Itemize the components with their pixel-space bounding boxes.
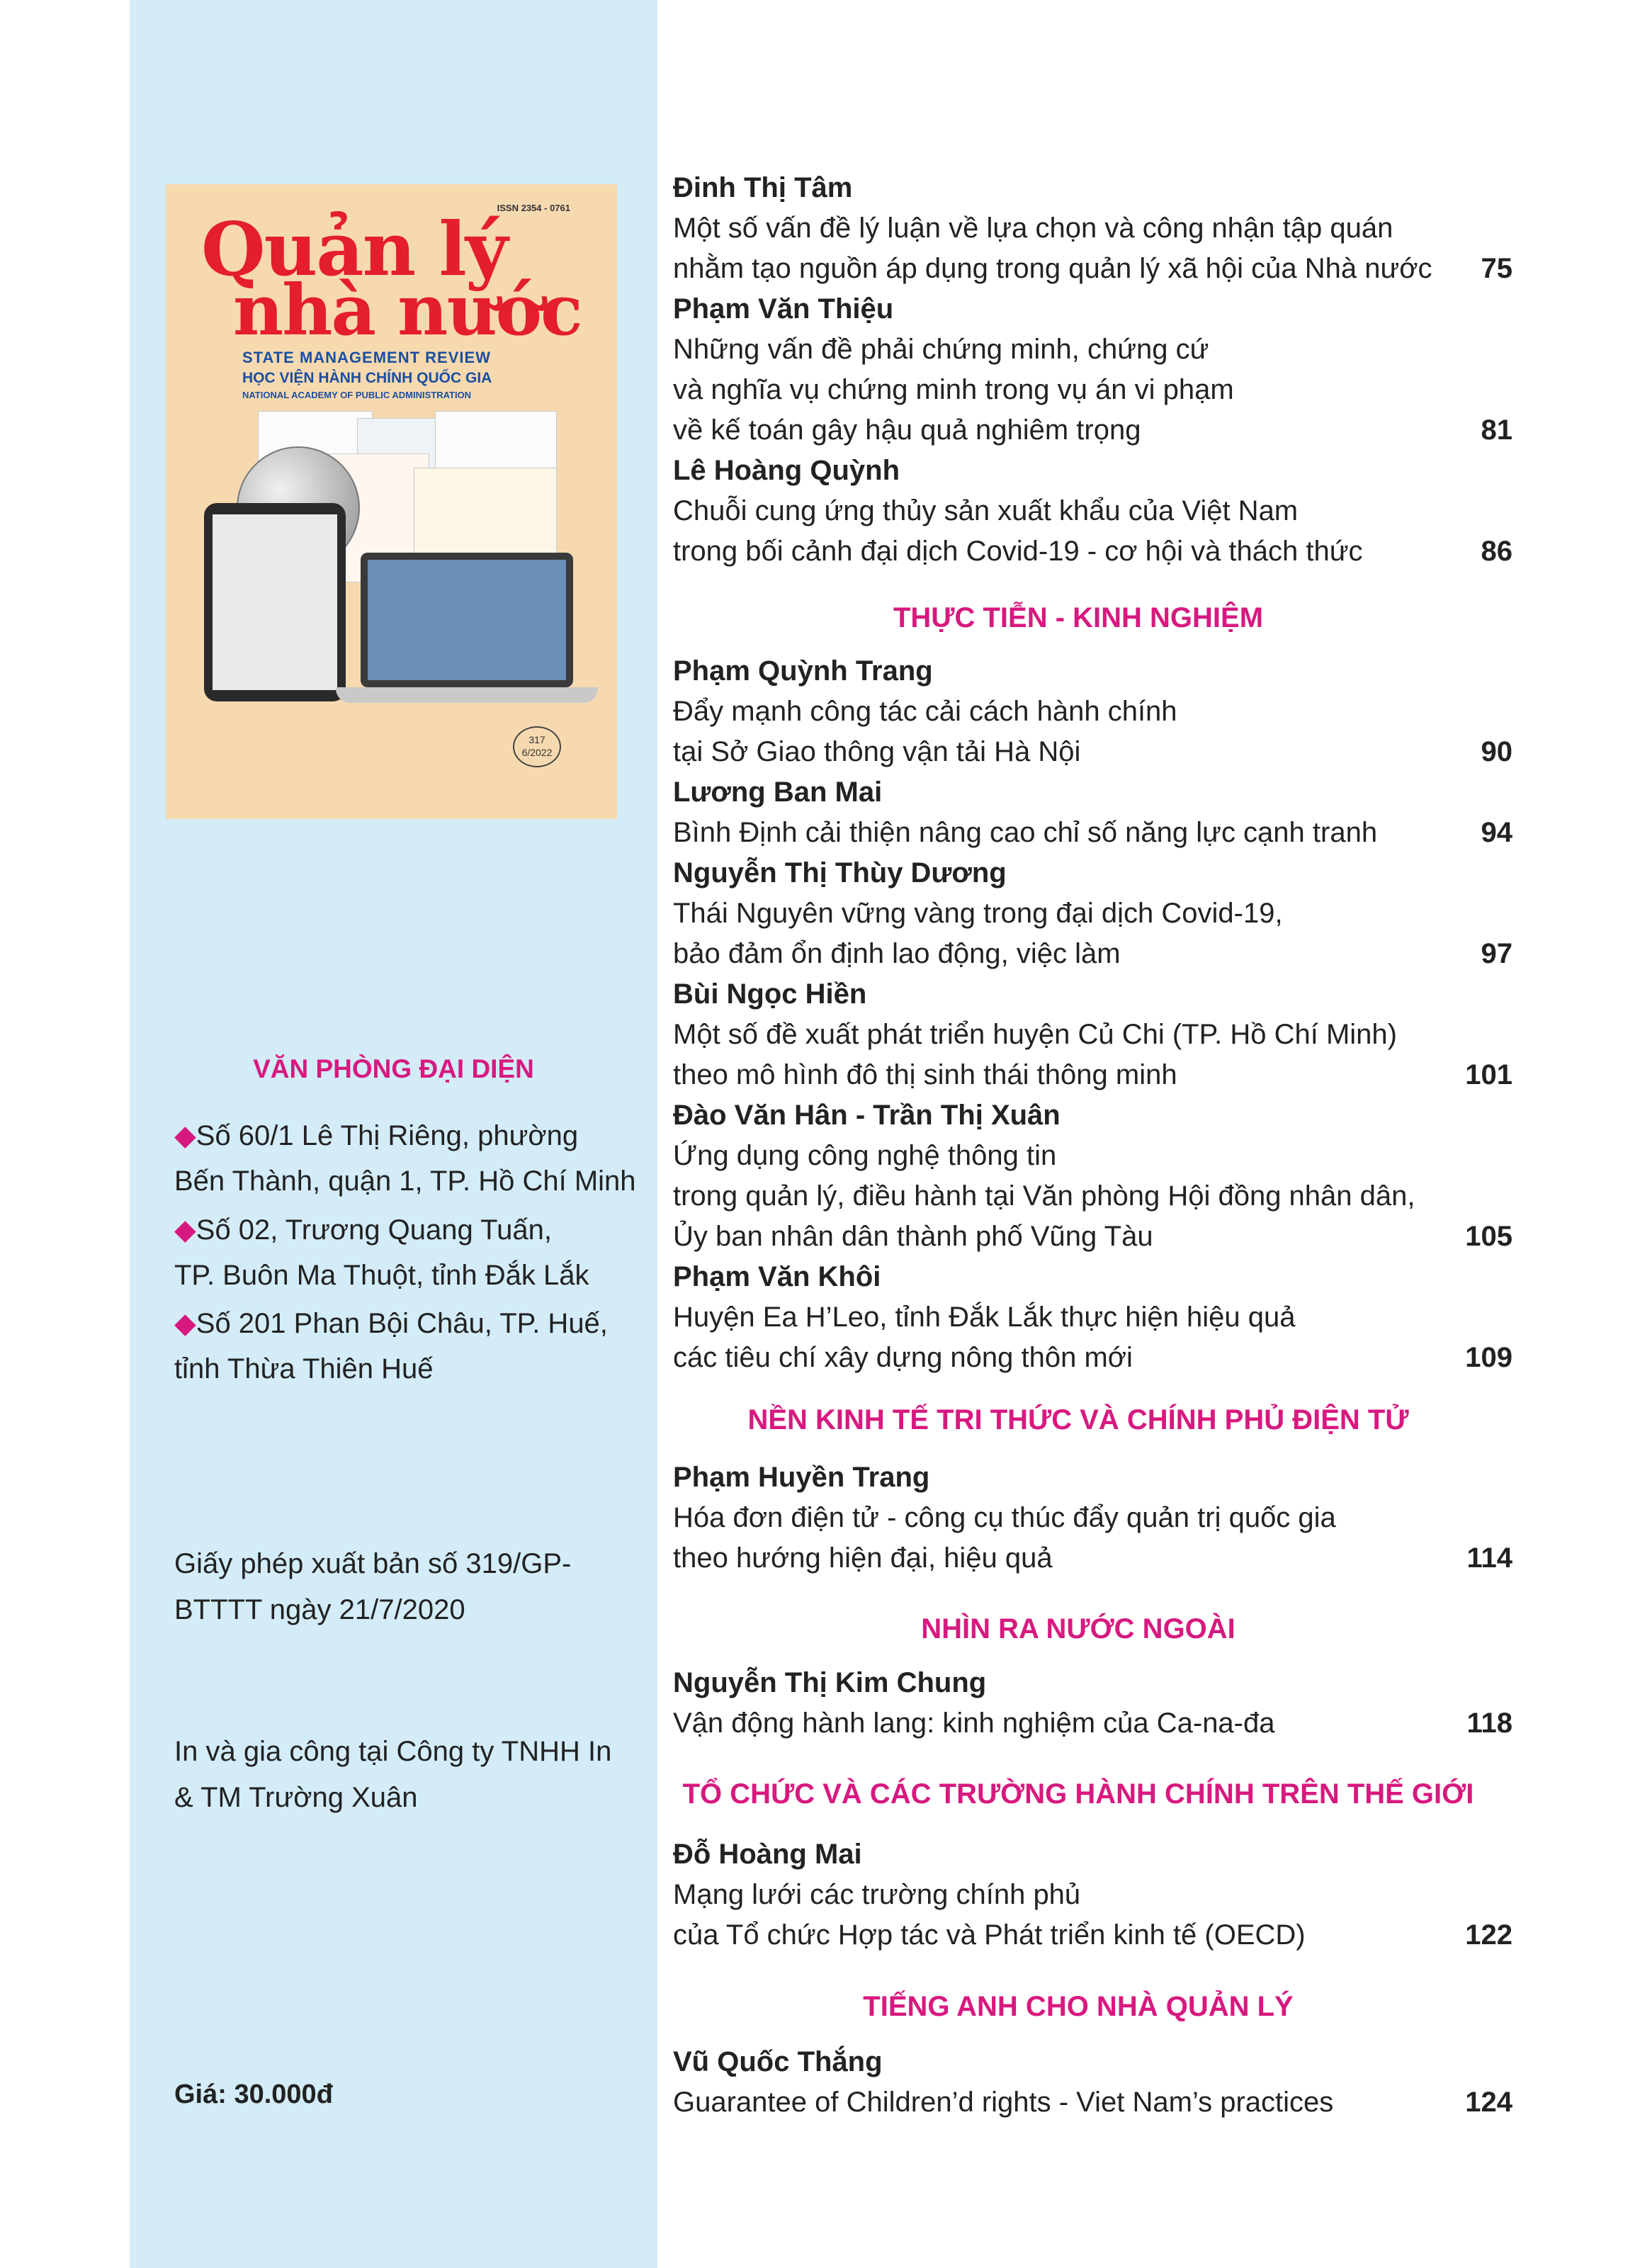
section-heading: TIẾNG ANH CHO NHÀ QUẢN LÝ: [863, 1991, 1294, 2022]
license-line: Giấy phép xuất bản số 319/GP-: [174, 1548, 572, 1579]
toc-author: Lương Ban Mai: [673, 777, 883, 808]
toc-author: Phạm Văn Khôi: [673, 1261, 881, 1292]
toc-page-number: 94: [1481, 817, 1512, 848]
toc-author: Bùi Ngọc Hiền: [673, 978, 867, 1010]
toc-title-line: theo mô hình đô thị sinh thái thông minh: [673, 1059, 1177, 1090]
office-line: ◆Số 201 Phan Bội Châu, TP. Huế,: [174, 1308, 608, 1339]
toc-page-number: 86: [1481, 536, 1512, 567]
laptop-base: [336, 687, 598, 703]
toc-page-number: 101: [1465, 1059, 1512, 1090]
toc-title-line: Hóa đơn điện tử - công cụ thúc đẩy quản trị quốc gia: [673, 1502, 1336, 1533]
toc-author: Phạm Quỳnh Trang: [673, 655, 933, 687]
license-line: BTTTT ngày 21/7/2020: [174, 1594, 465, 1625]
cover-subtitle: STATE MANAGEMENT REVIEW: [242, 349, 491, 366]
cover-academy-en: NATIONAL ACADEMY OF PUBLIC ADMINISTRATION: [242, 390, 472, 400]
toc-title-line: Bình Định cải thiện nâng cao chỉ số năng lực cạnh tranh: [673, 817, 1378, 848]
toc-page-number: 75: [1481, 253, 1512, 284]
cover-title-line2: nhà nước: [233, 270, 582, 351]
diamond-icon: ◆: [174, 1214, 196, 1246]
price: Giá: 30.000đ: [174, 2080, 333, 2109]
office-line: tỉnh Thừa Thiên Huế: [174, 1353, 434, 1384]
toc-title-line: theo hướng hiện đại, hiệu quả: [673, 1542, 1053, 1574]
toc-title-line: Guarantee of Children’d rights - Viet Nam’s practices: [673, 2087, 1334, 2118]
toc-author: Đỗ Hoàng Mai: [673, 1839, 862, 1870]
toc-title-line: Một số đề xuất phát triển huyện Củ Chi (TP. Hồ Chí Minh): [673, 1019, 1397, 1050]
section-heading: NHÌN RA NƯỚC NGOÀI: [921, 1613, 1235, 1644]
toc-title-line: về kế toán gây hậu quả nghiêm trọng: [673, 414, 1141, 446]
toc-page-number: 109: [1465, 1342, 1512, 1373]
toc-title-line: tại Sở Giao thông vận tải Hà Nội: [673, 736, 1081, 767]
toc-title-line: trong quản lý, điều hành tại Văn phòng Hội đồng nhân dân,: [673, 1180, 1415, 1212]
toc-author: Nguyễn Thị Thùy Dương: [673, 857, 1007, 888]
office-title: VĂN PHÒNG ĐẠI DIỆN: [253, 1054, 534, 1083]
toc-author: Nguyễn Thị Kim Chung: [673, 1667, 987, 1698]
toc-title-line: các tiêu chí xây dựng nông thôn mới: [673, 1342, 1133, 1373]
toc-title-line: nhằm tạo nguồn áp dụng trong quản lý xã hội của Nhà nước: [673, 253, 1432, 284]
cover-title-line1: Quản lý: [201, 205, 507, 293]
toc-page-number: 97: [1481, 938, 1512, 969]
toc-page-number: 122: [1465, 1919, 1512, 1951]
toc-page-number: 118: [1466, 1708, 1512, 1739]
toc-author: Đinh Thị Tâm: [673, 172, 853, 203]
toc-title-line: và nghĩa vụ chứng minh trong vụ án vi phạm: [673, 374, 1234, 405]
toc-author: Lê Hoàng Quỳnh: [673, 455, 900, 486]
cover-issue-date: 6/2022: [521, 747, 553, 758]
toc-title-line: Thái Nguyên vững vàng trong đại dịch Covid-19,: [673, 898, 1283, 929]
toc-author: Vũ Quốc Thắng: [673, 2046, 883, 2077]
toc-title-line: Huyện Ea H’Leo, tỉnh Đắk Lắk thực hiện hiệu quả: [673, 1302, 1296, 1333]
toc-page-number: 81: [1481, 414, 1512, 446]
toc-author: Đào Văn Hân - Trần Thị Xuân: [673, 1100, 1061, 1131]
toc-title-line: bảo đảm ổn định lao động, việc làm: [673, 938, 1121, 969]
toc-title-line: Một số vấn đề lý luận về lựa chọn và công nhận tập quán: [673, 213, 1393, 244]
toc-title-line: Những vấn đề phải chứng minh, chứng cứ: [673, 334, 1209, 365]
section-heading: TỔ CHỨC VÀ CÁC TRƯỜNG HÀNH CHÍNH TRÊN THẾ GIỚI: [682, 1778, 1474, 1810]
toc-title-line: Mạng lưới các trường chính phủ: [673, 1879, 1081, 1910]
toc-title-line: Ủy ban nhân dân thành phố Vũng Tàu: [673, 1221, 1153, 1252]
cover-issue-no: 317: [528, 734, 545, 745]
toc-title-line: Ứng dụng công nghệ thông tin: [673, 1140, 1057, 1171]
diamond-icon: ◆: [174, 1120, 196, 1151]
tablet-icon: [204, 503, 346, 701]
office-line: ◆Số 60/1 Lê Thị Riêng, phường: [174, 1120, 579, 1151]
toc-title-line: Đẩy mạnh công tác cải cách hành chính: [673, 696, 1177, 727]
toc-title-line: Vận động hành lang: kinh nghiệm của Ca-na-đa: [673, 1708, 1275, 1739]
magazine-cover: [166, 184, 617, 819]
toc-page-number: 90: [1481, 736, 1512, 767]
section-heading: THỰC TIỄN - KINH NGHIỆM: [893, 602, 1264, 633]
toc-page-number: 105: [1465, 1221, 1512, 1252]
diamond-icon: ◆: [174, 1308, 196, 1339]
cover-academy-vn: HỌC VIỆN HÀNH CHÍNH QUỐC GIA: [242, 370, 492, 386]
office-line: Bến Thành, quận 1, TP. Hồ Chí Minh: [174, 1166, 636, 1197]
section-heading: NỀN KINH TẾ TRI THỨC VÀ CHÍNH PHỦ ĐIỆN TỬ: [747, 1404, 1409, 1435]
toc-title-line: Chuỗi cung ứng thủy sản xuất khẩu của Việt Nam: [673, 495, 1299, 526]
toc-author: Phạm Huyền Trang: [673, 1462, 930, 1493]
toc-author: Phạm Văn Thiệu: [673, 293, 894, 325]
office-line: ◆Số 02, Trương Quang Tuấn,: [174, 1214, 552, 1246]
toc-title-line: của Tổ chức Hợp tác và Phát triển kinh tế (OECD): [673, 1919, 1306, 1951]
office-line: TP. Buôn Ma Thuột, tỉnh Đắk Lắk: [174, 1260, 589, 1291]
toc-title-line: trong bối cảnh đại dịch Covid-19 - cơ hội và thách thức: [673, 536, 1363, 567]
printer-line: & TM Trường Xuân: [174, 1782, 418, 1813]
laptop-icon: [361, 553, 573, 687]
toc-page-number: 114: [1466, 1542, 1512, 1574]
printer-line: In và gia công tại Công ty TNHH In: [174, 1736, 612, 1767]
toc-page-number: 124: [1465, 2087, 1512, 2118]
cover-issn: ISSN 2354 - 0761: [497, 203, 570, 213]
cover-issue-badge: [513, 726, 561, 767]
